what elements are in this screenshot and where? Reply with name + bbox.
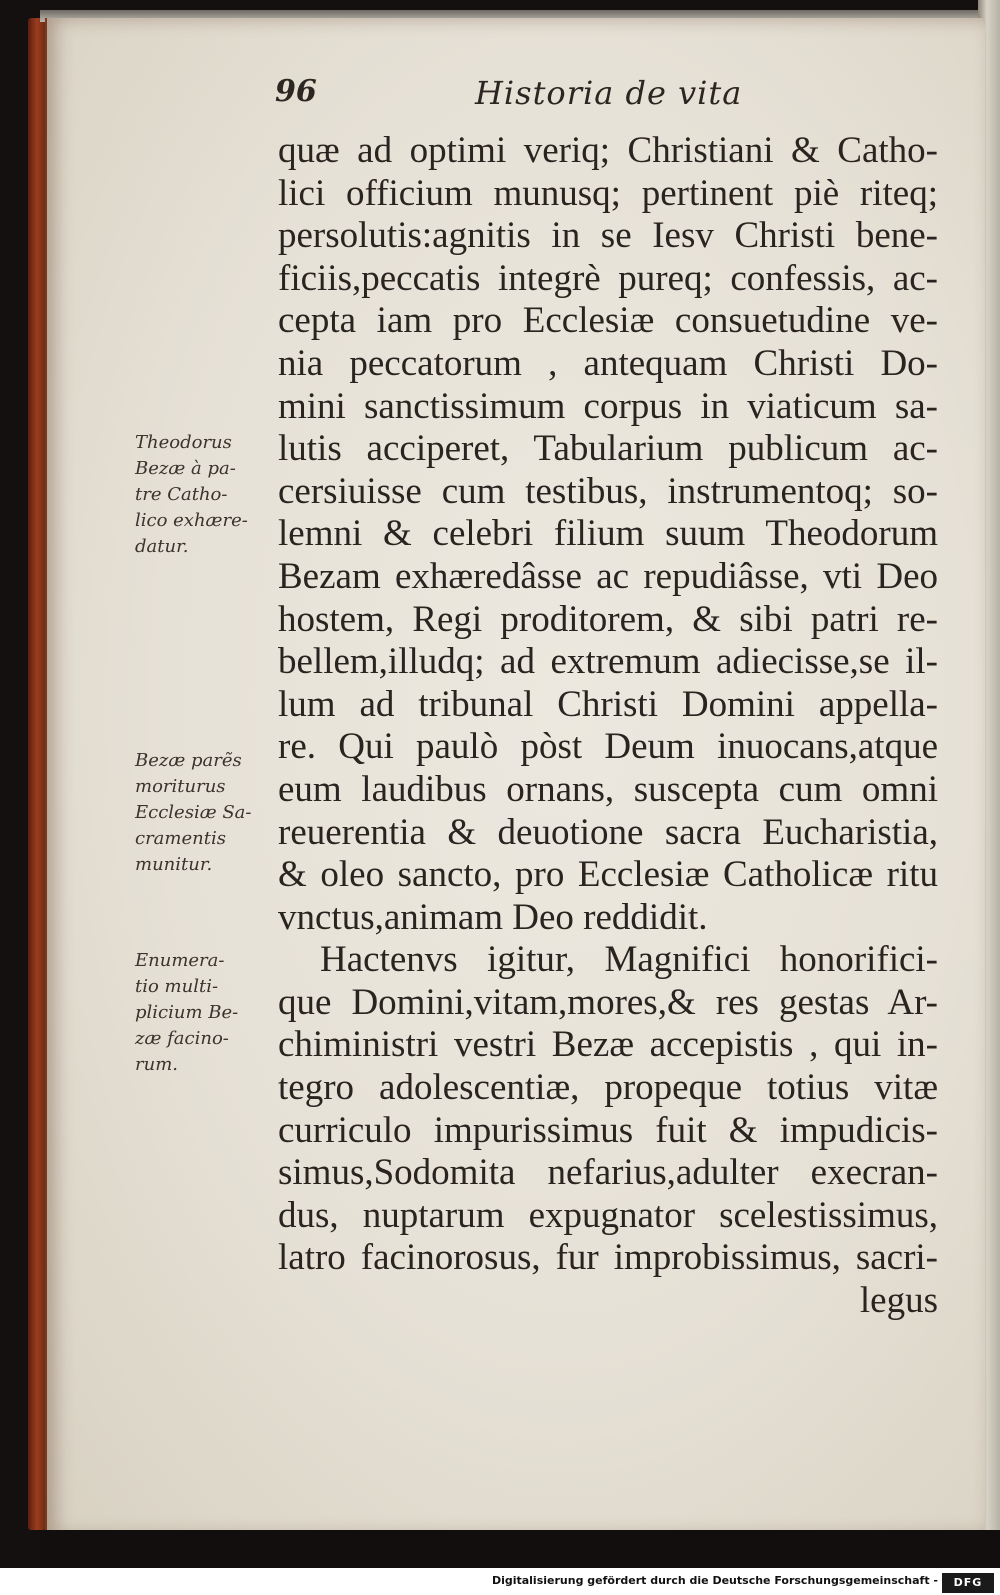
text-line: quæ ad optimi veriq; Christiani & Catho-	[278, 130, 938, 171]
text-line: Hactenvs igitur, Magnifici honorifici-	[320, 939, 938, 981]
marginal-note-line: Theodorus	[135, 432, 232, 453]
text-line: re. Qui paulò pòst Deum inuocans,atque	[278, 726, 938, 768]
text-line: vnctus,animam Deo reddidit.	[278, 896, 708, 938]
marginal-note-line: moriturus	[135, 776, 226, 797]
text-line: eum laudibus ornans, suscepta cum omni	[278, 768, 938, 810]
marginal-note-line: cramentis	[135, 828, 226, 849]
dfg-logo	[942, 1573, 994, 1593]
text-line: cepta iam pro Ecclesiæ consuetudine ve-	[278, 300, 938, 342]
text-line: lum ad tribunal Christi Domini appella-	[278, 683, 938, 725]
marginal-note-line: datur.	[135, 536, 189, 557]
text-line: reuerentia & deuotione sacra Eucharistia,	[278, 811, 938, 853]
text-line: & oleo sancto, pro Ecclesiæ Catholicæ ritu	[278, 854, 938, 896]
text-line: lici officium munusq; pertinent piè riteq;	[278, 172, 938, 214]
text-line: Bezam exhæredâsse ac repudiâsse, vti Deo	[278, 555, 938, 597]
marginal-note-line: Bezæ à pa-	[135, 458, 236, 479]
text-line: cersiuisse cum testibus, instrumentoq; so-	[278, 470, 938, 512]
marginal-note-line: zæ facino-	[135, 1028, 229, 1049]
text-line: mini sanctissimum corpus in viaticum sa-	[278, 385, 938, 427]
text-line: bellem,illudq; ad extremum adiecisse,se il-	[278, 641, 938, 683]
marginal-note-line: Ecclesiæ Sa-	[135, 802, 252, 823]
text-line: persolutis:agnitis in se Iesv Christi bene-	[278, 215, 938, 257]
marginal-note-line: plicium Be-	[135, 1002, 239, 1023]
marginal-note-line: lico exhære-	[135, 510, 248, 531]
body-text	[278, 130, 938, 1323]
marginal-note-line: rum.	[135, 1054, 178, 1075]
text-line: nia peccatorum , antequam Christi Do-	[278, 342, 938, 384]
text-line: tegro adolescentiæ, propeque totius vitæ	[278, 1067, 938, 1109]
marginal-note-1	[135, 430, 270, 560]
bottom-shadow	[40, 1530, 1000, 1568]
marginal-note-2	[135, 748, 270, 878]
text-line: lemni & celebri filium suum Theodorum	[278, 513, 938, 555]
marginal-note-3	[135, 948, 270, 1078]
page-number: 96	[275, 74, 317, 109]
funding-credit: Digitalisierung gefördert durch die Deutsche Forschungsgemeinschaft -	[491, 1574, 938, 1587]
text-line: chiministri vestri Bezæ accepistis , qui in-	[278, 1024, 938, 1066]
dfg-logo-text: DFG	[953, 1576, 983, 1589]
text-line: latro facinorosus, fur improbissimus, sacri-	[278, 1237, 938, 1279]
running-title: Historia de vita	[475, 74, 743, 112]
text-line: lutis acciperet, Tabularium publicum ac-	[278, 428, 938, 470]
text-line: ficiis,peccatis integrè pureq; confessis, ac-	[278, 257, 938, 299]
running-head	[275, 74, 935, 120]
marginal-note-line: Enumera-	[135, 950, 225, 971]
text-line: simus,Sodomita nefarius,adulter execran-	[278, 1152, 938, 1194]
text-line: dus, nuptarum expugnator scelestissimus,	[278, 1194, 938, 1236]
text-line: curriculo impurissimus fuit & impudicis-	[278, 1109, 938, 1151]
marginal-note-line: Bezæ parẽs	[135, 750, 242, 771]
footer-credit-bar	[0, 1570, 1000, 1595]
binding-edge	[28, 18, 46, 1530]
marginal-note-line: munitur.	[135, 854, 213, 875]
text-line: que Domini,vitam,mores,& res gestas Ar-	[278, 981, 938, 1023]
text-line: hostem, Regi proditorem, & sibi patri re-	[278, 598, 938, 640]
catchword: legus	[859, 1280, 938, 1322]
marginal-note-line: tio multi-	[135, 976, 219, 997]
marginal-note-line: tre Catho-	[135, 484, 228, 505]
